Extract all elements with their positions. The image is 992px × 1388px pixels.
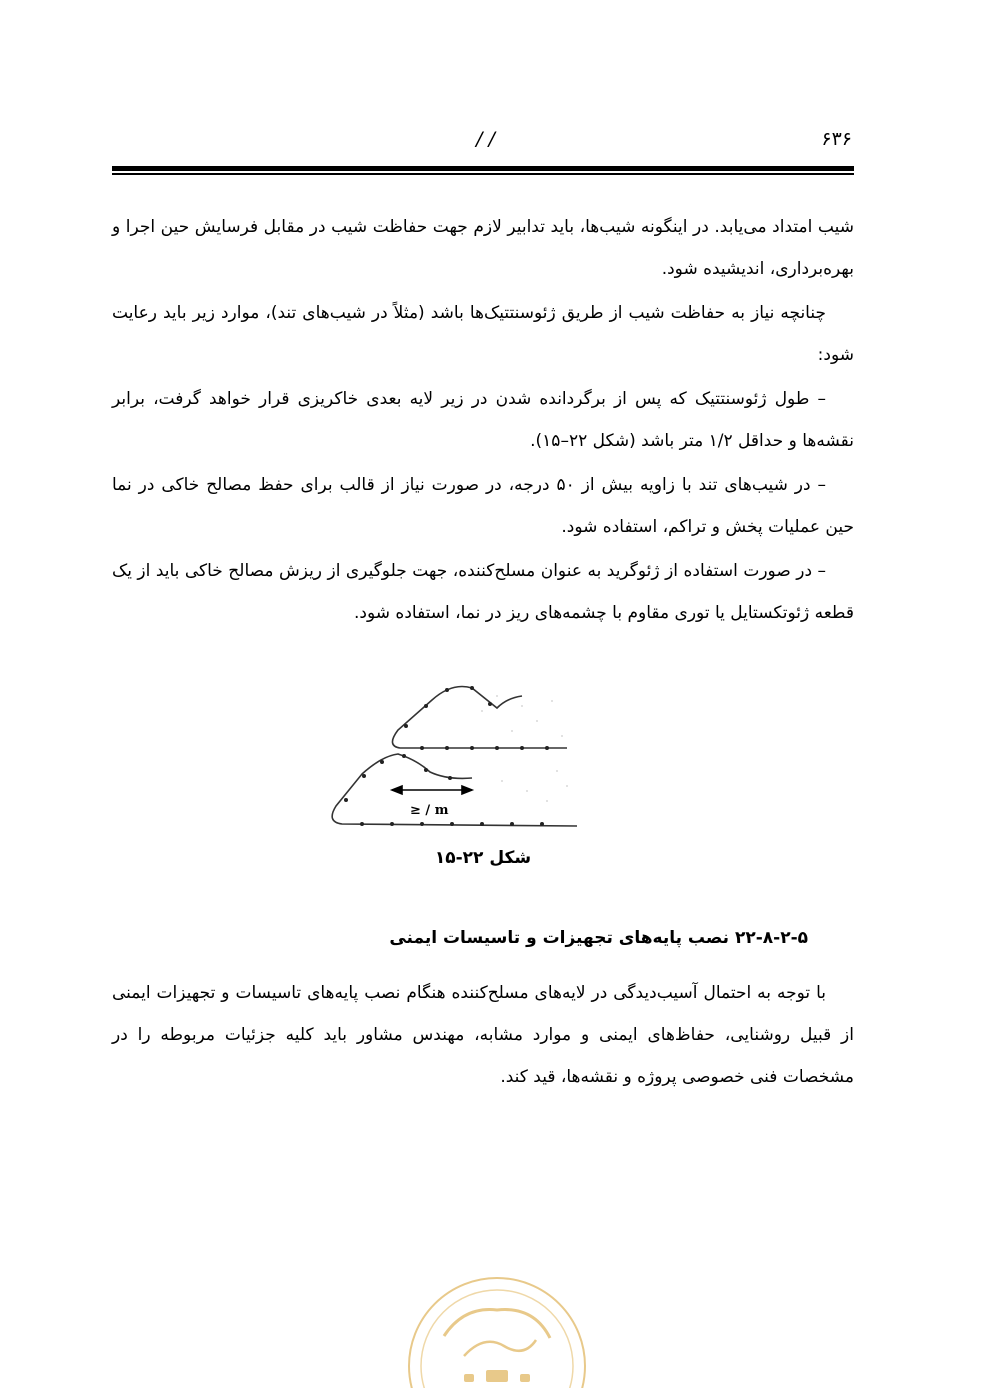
section-heading: ۲۲-۸-۲-۵ نصب پایه‌های تجهیزات و تاسیسات ایمنی	[389, 928, 808, 948]
header-rule-thick	[112, 166, 854, 171]
section-body	[112, 972, 854, 1100]
page-header	[112, 120, 854, 164]
body-text	[112, 206, 854, 636]
running-title: / /	[476, 128, 495, 150]
length-dimension-arrow	[392, 786, 472, 794]
upper-wrap-layer	[392, 687, 567, 749]
upper-layer-nodes	[404, 686, 549, 750]
bullet-1: – طول ژئوسنتتیک که پس از برگردانده شدن در زیر لایه بعدی خاکریزی قرار خواهد گرفت، برابر نقشه‌ها و حداقل ۱/۲ متر باشد (شکل ۲۲–۱۵).	[112, 389, 854, 451]
header-rule-thin	[112, 173, 854, 175]
publisher-logo-watermark	[404, 1276, 590, 1388]
length-label: ≥ / m	[410, 803, 449, 818]
section-paragraph: با توجه به احتمال آسیب‌دیدگی در لایه‌های مسلح‌کننده هنگام نصب پایه‌های تاسیسات و تجهیزات ایمنی از قبیل روشنایی، حفاظ‌های ایمنی و موارد مشابه، مهندس مشاور باید کلیه جزئیات مربوطه را در مشخصات فنی خصوصی پروژه و نقشه‌ها، قید کند.	[112, 983, 854, 1087]
bullet-3: – در صورت استفاده از ژئوگرید به عنوان مسلح‌کننده، جهت جلوگیری از ریزش مصالح خاکی باید از یک قطعه ژئوتکستایل یا توری مقاوم با چشمه‌های ریز در نما، استفاده شود.	[112, 561, 854, 623]
figure-caption: شکل ۲۲-۱۵	[434, 848, 532, 868]
paragraph-1: شیب امتداد می‌یابد. در اینگونه شیب‌ها، باید تدابیر لازم جهت حفاظت شیب در مقابل فرسایش حین اجرا و بهره‌برداری، اندیشیده شود.	[112, 217, 854, 279]
paragraph-2: چنانچه نیاز به حفاظت شیب از طریق ژئوسنتتیک‌ها باشد (مثلاً در شیب‌های تند)، موارد زیر باید رعایت شود:	[112, 303, 854, 365]
bullet-2: – در شیب‌های تند با زاویه بیش از ۵۰ درجه، در صورت نیاز از قالب برای حفظ مصالح خاکی در نما حین عملیات پخش و تراکم، استفاده شود.	[112, 475, 854, 537]
page-number: ۶۳۶	[821, 128, 852, 150]
geosynthetic-wrap-figure	[322, 676, 584, 838]
